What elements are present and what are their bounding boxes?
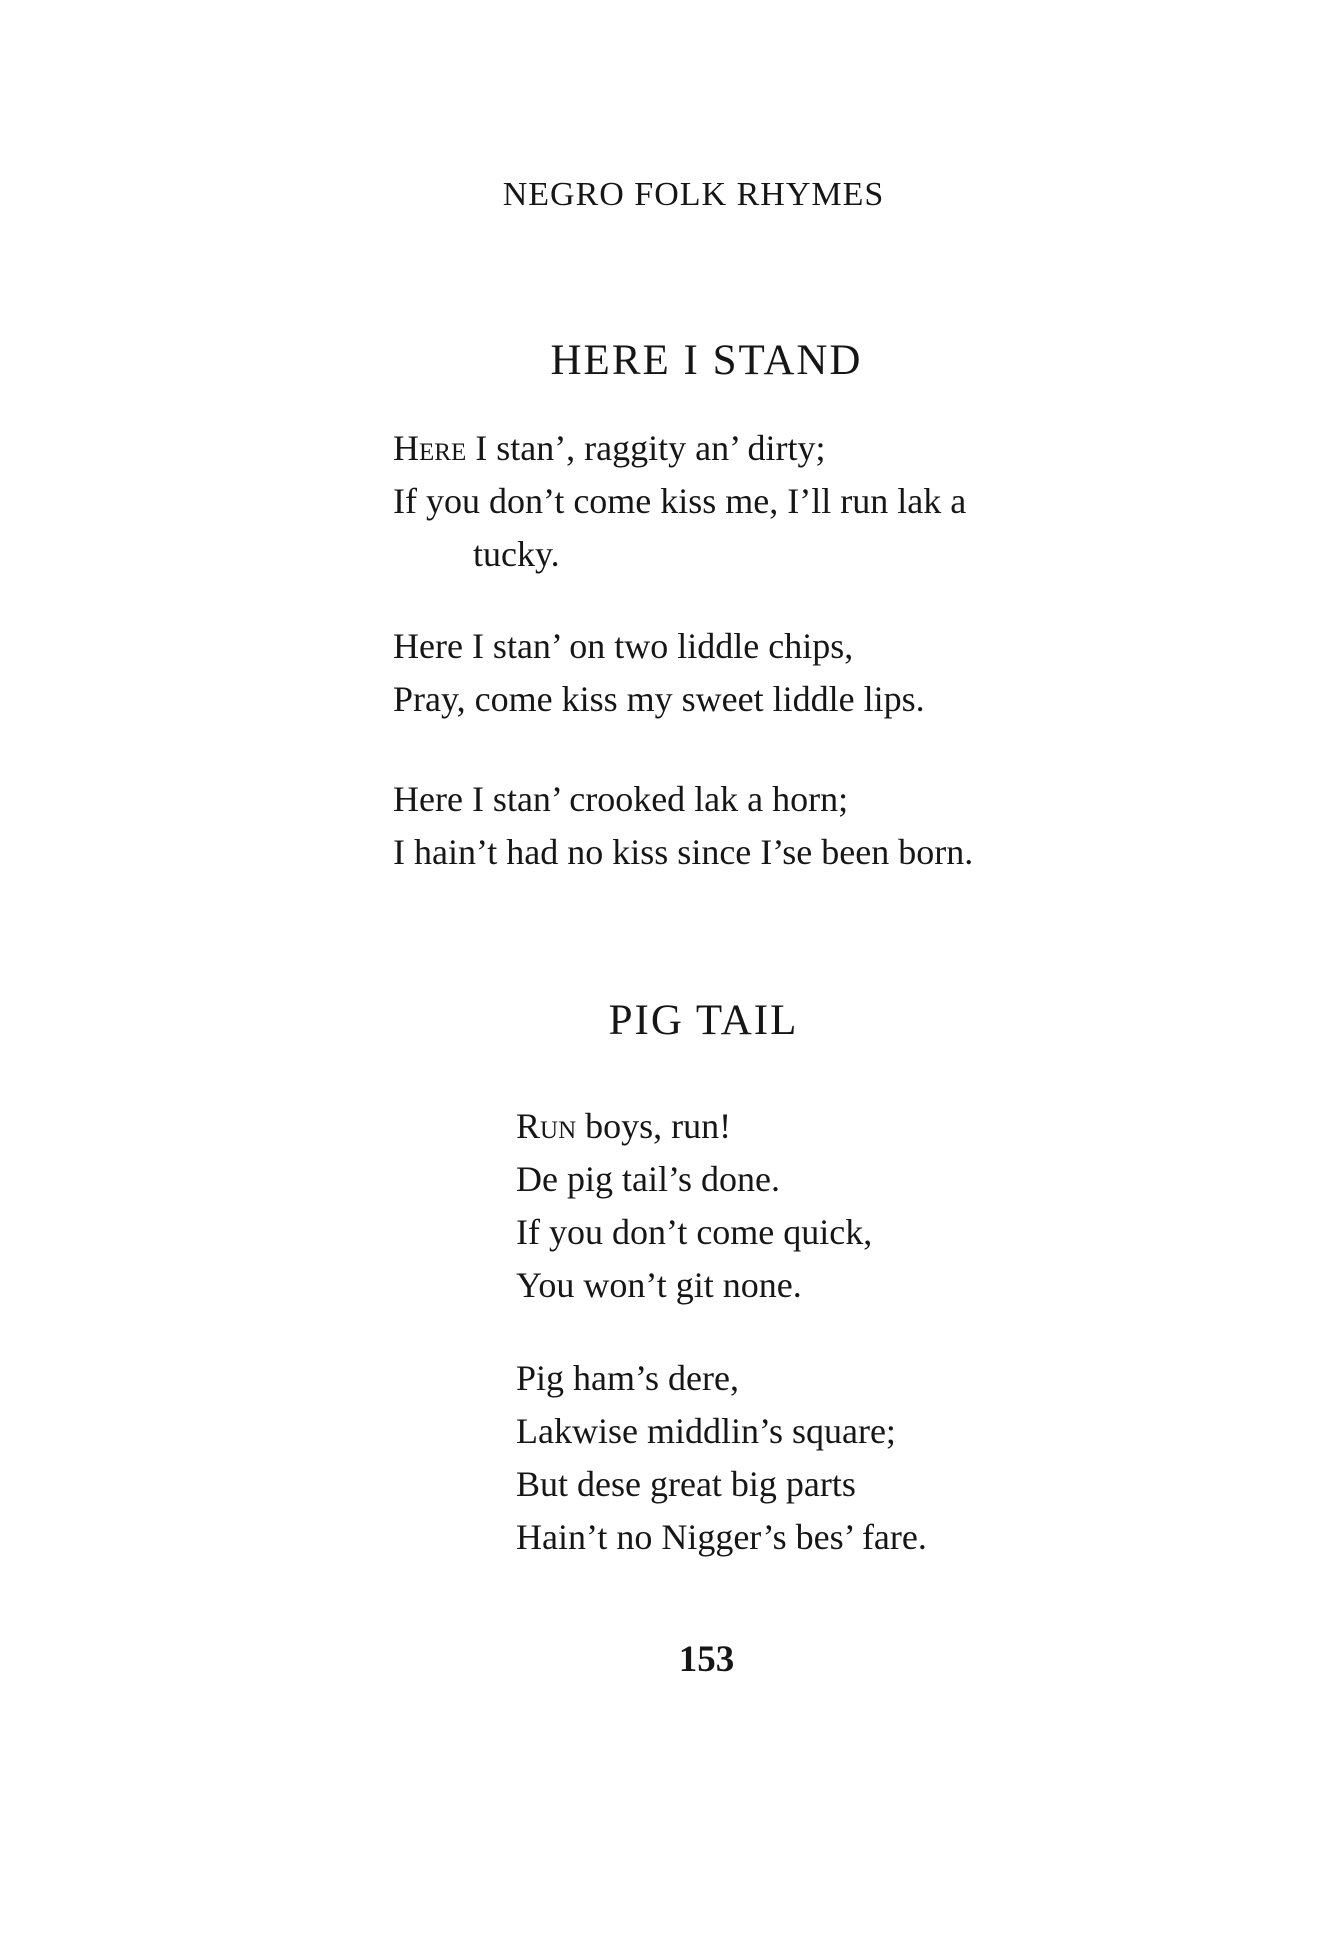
verse-line: Here I stan’ crooked lak a horn; [393, 779, 849, 819]
verse-line: If you don’t come kiss me, I’ll run lak a [393, 481, 967, 521]
verse-line: Here I stan’ on two liddle chips, [393, 626, 854, 666]
verse-line: You won’t git none. [516, 1265, 802, 1305]
verse-line: Pray, come kiss my sweet liddle lips. [393, 679, 925, 719]
verse-line-continuation: tucky. [473, 534, 560, 574]
poem-title-pig-tail: PIG TAIL [608, 997, 799, 1044]
verse-line: Hain’t no Nigger’s bes’ fare. [516, 1517, 927, 1557]
verse-line: If you don’t come quick, [516, 1212, 873, 1252]
stanza [393, 422, 966, 581]
verse-line: I hain’t had no kiss since I’se been born. [393, 832, 974, 872]
opening-word: Run [516, 1106, 577, 1146]
poem-title-here-i-stand: HERE I STAND [550, 337, 863, 384]
stanza [516, 1100, 872, 1312]
opening-word: Here [393, 428, 467, 468]
verse-line: But dese great big parts [516, 1464, 856, 1504]
verse-line [393, 422, 966, 475]
page-number: 153 [678, 1639, 735, 1680]
verse-line: Pig ham’s dere, [516, 1358, 739, 1398]
verse-line: De pig tail’s done. [516, 1159, 780, 1199]
stanza [393, 773, 973, 879]
verse-line: Lakwise middlin’s square; [516, 1411, 896, 1451]
stanza [516, 1352, 927, 1564]
running-head: NEGRO FOLK RHYMES [502, 176, 885, 213]
verse-line-text: I stan’, raggity an’ dirty; [466, 428, 826, 468]
stanza [393, 620, 925, 726]
verse-line [516, 1100, 872, 1153]
verse-line-text: boys, run! [576, 1106, 732, 1146]
